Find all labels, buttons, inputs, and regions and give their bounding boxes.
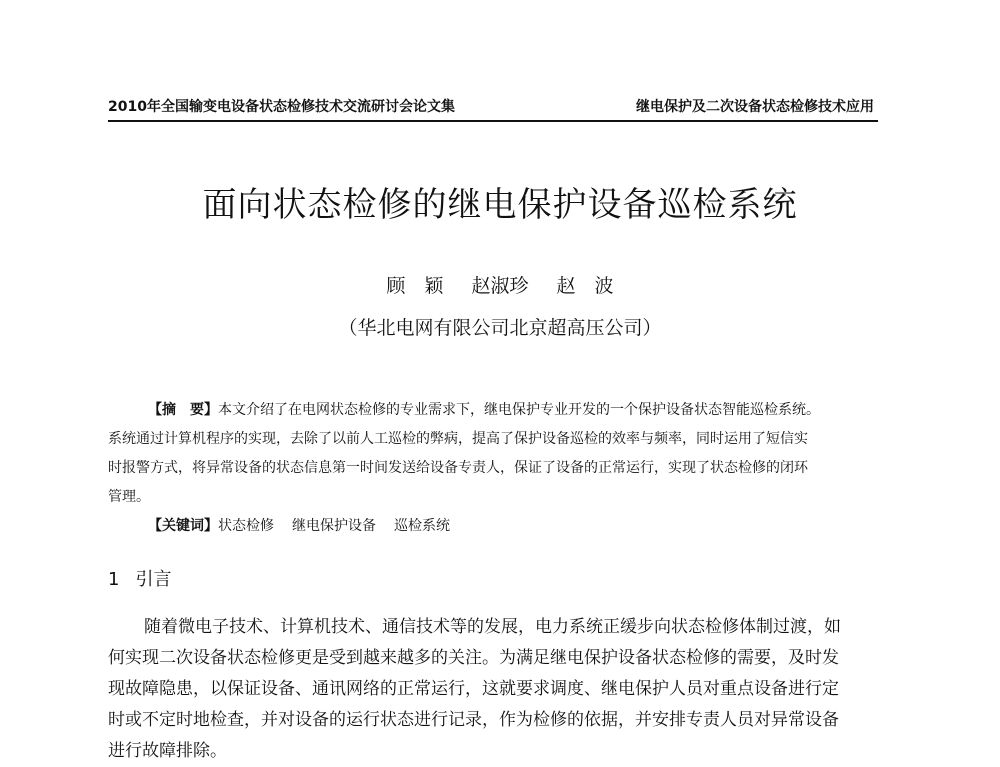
keyword: 巡检系统 — [394, 518, 450, 534]
keyword: 继电保护设备 — [292, 518, 376, 534]
author-list — [0, 272, 1000, 300]
body-line: 时或不定时地检查，并对设备的运行状态进行记录，作为检修的依据，并安排专责人员对异常设备 — [108, 710, 839, 730]
abstract-text: 本文介绍了在电网状态检修的专业需求下，继电保护专业开发的一个保护设备状态智能巡检系统。 — [218, 402, 820, 418]
header-proceedings-title: 2010年全国输变电设备状态检修技术交流研讨会论文集 — [108, 99, 455, 115]
paper-title: 面向状态检修的继电保护设备巡检系统 — [202, 185, 798, 225]
abstract-line — [108, 396, 880, 425]
body-line: 随着微电子技术、计算机技术、通信技术等的发展，电力系统正缓步向状态检修体制过渡，如 — [144, 617, 841, 637]
author-name: 顾 颖 — [386, 275, 444, 297]
body-line: 何实现二次设备状态检修更是受到越来越多的关注。为满足继电保护设备状态检修的需要，及时发 — [108, 648, 839, 668]
author-name: 赵 波 — [556, 275, 614, 297]
abstract-label: 【摘 要】 — [148, 402, 218, 418]
body-line: 现故障隐患，以保证设备、通讯网络的正常运行，这就要求调度、继电保护人员对重点设备进行定 — [108, 679, 839, 699]
section-number: 1 — [108, 569, 120, 590]
section-body — [108, 612, 880, 767]
section-heading — [108, 566, 171, 594]
keywords-label: 【关键词】 — [148, 518, 218, 534]
keywords-line — [108, 512, 880, 541]
abstract-block — [108, 396, 880, 541]
author-name: 赵淑珍 — [471, 275, 529, 297]
abstract-line: 系统通过计算机程序的实现，去除了以前人工巡检的弊病，提高了保护设备巡检的效率与频率，同时运用了短信实 — [108, 431, 808, 447]
author-affiliation: （华北电网有限公司北京超高压公司） — [338, 317, 662, 339]
body-line: 进行故障排除。 — [108, 741, 227, 761]
section-title: 引言 — [135, 569, 172, 590]
abstract-line: 管理。 — [108, 489, 150, 505]
keyword: 状态检修 — [218, 518, 274, 534]
running-header — [108, 96, 878, 122]
header-section-title: 继电保护及二次设备状态检修技术应用 — [636, 99, 874, 115]
abstract-line: 时报警方式，将异常设备的状态信息第一时间发送给设备专责人，保证了设备的正常运行，实现了状态检修的闭环 — [108, 460, 808, 476]
